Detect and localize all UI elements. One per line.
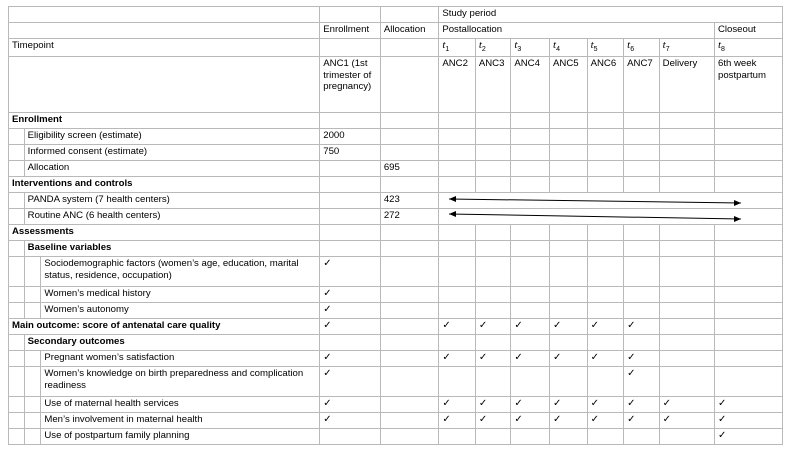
check-mark: ✓ [659,397,714,413]
check-mark: ✓ [475,351,511,367]
row-men-involvement [9,413,783,429]
check-mark: ✓ [439,351,476,367]
allocation-value: 423 [380,193,438,209]
subsection-title: Baseline variables [24,241,320,257]
timepoint-t5: $t_5$ [587,39,624,57]
row-sociodemographic [9,257,783,287]
row-label: Women’s knowledge on birth preparedness and complication readiness [41,367,320,397]
check-mark: ✓ [475,319,511,335]
row-label: PANDA system (7 health centers) [24,193,320,209]
subsection-title: Secondary outcomes [24,335,320,351]
visit-anc2: ANC2 [439,57,476,113]
row-label: Allocation [24,161,320,177]
check-mark: ✓ [320,319,381,335]
check-mark: ✓ [439,413,476,429]
check-mark: ✓ [587,397,624,413]
check-mark: ✓ [550,319,588,335]
check-mark: ✓ [624,397,660,413]
check-mark: ✓ [320,351,381,367]
check-mark: ✓ [511,397,550,413]
routine-duration-arrow-cell [439,209,783,225]
check-mark: ✓ [714,397,782,413]
check-mark: ✓ [624,351,660,367]
spirit-schedule-table [8,6,783,445]
visit-enrollment: ANC1 (1st trimester of pregnancy) [320,57,381,113]
allocation-value: 272 [380,209,438,225]
check-mark: ✓ [550,351,588,367]
allocation-value: 695 [380,161,438,177]
row-label: Sociodemographic factors (women’s age, education, marital status, residence, occupation) [41,257,320,287]
check-mark: ✓ [587,351,624,367]
subsection-baseline [9,241,783,257]
check-mark: ✓ [587,319,624,335]
postallocation-header: Postallocation [439,23,715,39]
row-label: Eligibility screen (estimate) [24,129,320,145]
row-label: Use of postpartum family planning [41,429,320,445]
visit-anc3: ANC3 [475,57,511,113]
check-mark: ✓ [511,319,550,335]
header-row-visits [9,57,783,113]
visit-anc4: ANC4 [511,57,550,113]
enrollment-header: Enrollment [320,23,381,39]
check-mark: ✓ [550,397,588,413]
check-mark: ✓ [320,303,381,319]
row-satisfaction [9,351,783,367]
section-title: Interventions and controls [9,177,320,193]
row-services [9,397,783,413]
check-mark: ✓ [320,397,381,413]
check-mark: ✓ [320,413,381,429]
check-mark: ✓ [624,413,660,429]
section-title: Assessments [9,225,320,241]
row-label: Women’s medical history [41,287,320,303]
check-mark: ✓ [624,367,660,397]
allocation-header: Allocation [380,23,438,39]
check-mark: ✓ [320,287,381,303]
row-allocation [9,161,783,177]
check-mark: ✓ [439,319,476,335]
check-mark: ✓ [550,413,588,429]
timepoint-t4: $t_4$ [550,39,588,57]
check-mark: ✓ [659,413,714,429]
row-label: Pregnant women’s satisfaction [41,351,320,367]
check-mark: ✓ [714,413,782,429]
row-label: Women’s autonomy [41,303,320,319]
check-mark: ✓ [320,257,381,287]
timepoint-t2: $t_2$ [475,39,511,57]
visit-anc7: ANC7 [624,57,660,113]
enrollment-value: 750 [320,145,381,161]
check-mark: ✓ [511,351,550,367]
timepoint-t6: $t_6$ [624,39,660,57]
timepoint-label: Timepoint [9,39,320,57]
header-row-timepoint [9,39,783,57]
section-assessments [9,225,783,241]
row-autonomy [9,303,783,319]
row-label: Routine ANC (6 health centers) [24,209,320,225]
double-arrow-icon [439,210,759,224]
check-mark: ✓ [439,397,476,413]
study-period-header: Study period [439,7,783,23]
panda-duration-arrow-cell [439,193,783,209]
row-knowledge [9,367,783,397]
visit-anc5: ANC5 [550,57,588,113]
row-eligibility [9,129,783,145]
visit-anc6: ANC6 [587,57,624,113]
visit-postpartum: 6th week postpartum [714,57,782,113]
row-consent [9,145,783,161]
row-label: Use of maternal health services [41,397,320,413]
visit-delivery: Delivery [659,57,714,113]
check-mark: ✓ [587,413,624,429]
timepoint-t7: $t_7$ [659,39,714,57]
row-label: Informed consent (estimate) [24,145,320,161]
check-mark: ✓ [624,319,660,335]
section-enrollment [9,113,783,129]
row-family-planning [9,429,783,445]
closeout-header: Closeout [714,23,782,39]
row-main-outcome [9,319,783,335]
check-mark: ✓ [511,413,550,429]
subsection-secondary [9,335,783,351]
check-mark: ✓ [320,367,381,397]
timepoint-t3: $t_3$ [511,39,550,57]
check-mark: ✓ [475,397,511,413]
row-label: Men’s involvement in maternal health [41,413,320,429]
check-mark: ✓ [475,413,511,429]
double-arrow-icon [439,194,759,208]
row-routine [9,209,783,225]
section-interventions [9,177,783,193]
section-title: Enrollment [9,113,320,129]
header-row-phases [9,23,783,39]
timepoint-t8: $t_8$ [714,39,782,57]
timepoint-t1: $t_1$ [439,39,476,57]
section-title: Main outcome: score of antenatal care quality [9,319,320,335]
row-medical-history [9,287,783,303]
enrollment-value: 2000 [320,129,381,145]
check-mark: ✓ [714,429,782,445]
row-panda [9,193,783,209]
header-row-study-period [9,7,783,23]
corner-blank [9,7,320,23]
